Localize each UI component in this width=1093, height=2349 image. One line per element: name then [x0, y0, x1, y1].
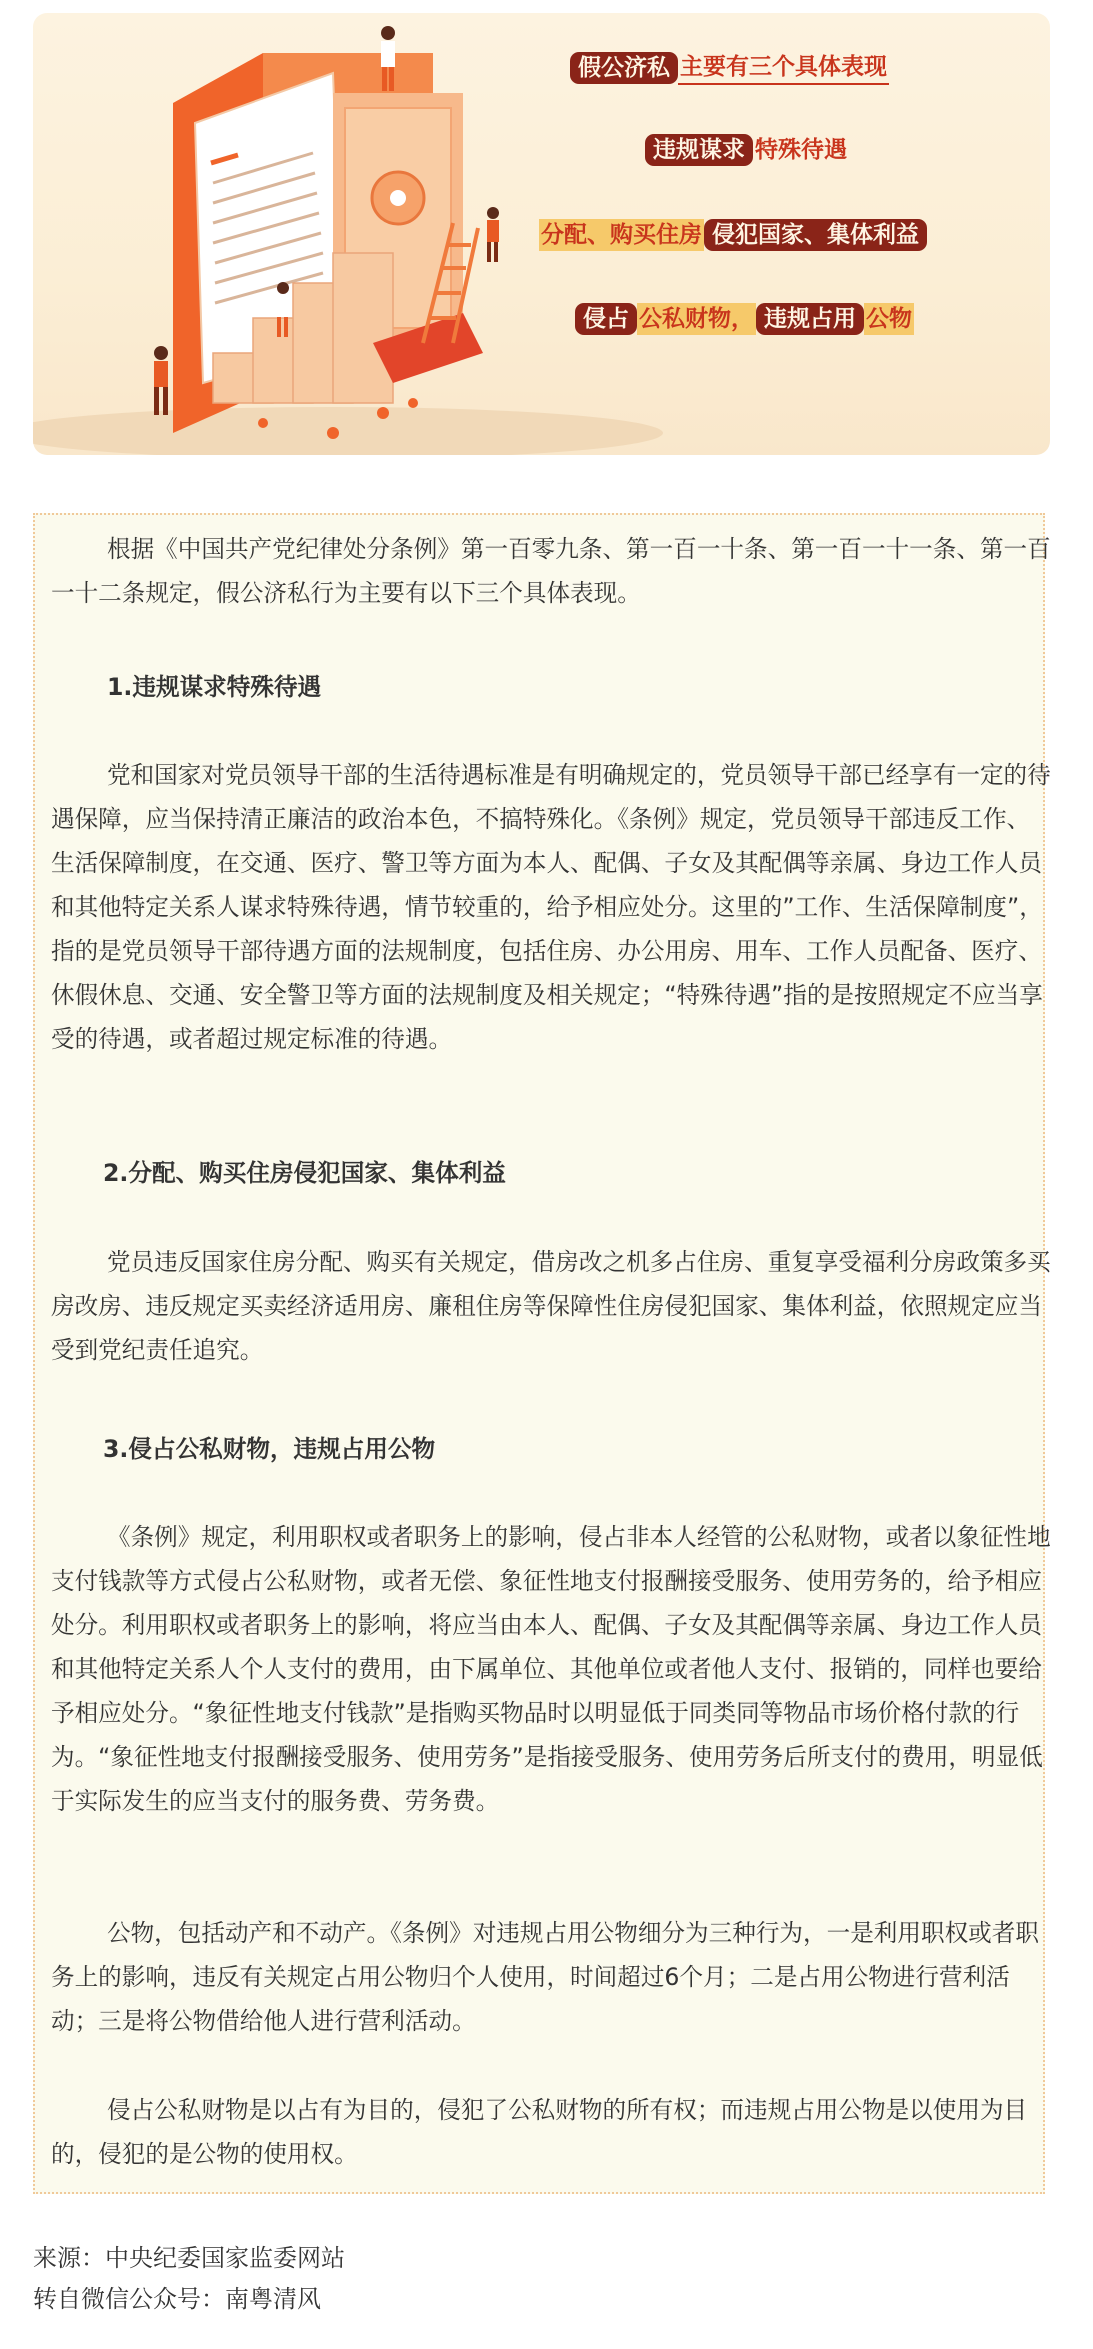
intro-paragraph: 根据《中国共产党纪律处分条例》第一百零九条、第一百一十条、第一百一十一条、第一百一十二条规定，假公济私行为主要有以下三个具体表现。: [51, 535, 1051, 607]
section-3-paragraph: 《条例》规定，利用职权或者职务上的影响，侵占非本人经管的公私财物，或者以象征性地支付钱款等方式侵占公私财物，或者无偿、象征性地支付报酬接受服务、使用劳务的，给予相应处分。利用职权或者职务上的影响，将应当由本人、配偶、子女及其配偶等亲属、身边工作人员和其他特定关系人个人支付的费用，由下属单位、其他单位或者他人支付、报销的，同样也要给予相应处分。“象征性地支付钱款”是指购买物品时以明显低于同类同等物品市场价格付款的行为。“象征性地支付报酬接受服务、使用劳务”是指接受服务、使用劳务后所支付的费用，明显低于实际发生的应当支付的服务费、劳务费。: [51, 1523, 1051, 1815]
banner-tag-jiagongjisi: 假公济私: [570, 52, 678, 84]
banner-text-special-treatment: 特殊待遇: [755, 136, 847, 163]
banner-tag-weigui-zhanyong: 违规占用: [756, 303, 864, 335]
repost-line: 转自微信公众号：南粤清风: [33, 2285, 321, 2313]
section-heading-1: 1.违规谋求特殊待遇: [107, 673, 322, 701]
section-2-paragraph: 党员违反国家住房分配、购买有关规定，借房改之机多占住房、重复享受福利分房政策多买房改房、违反规定买卖经济适用房、廉租住房等保障性住房侵犯国家、集体利益，依照规定应当受到党纪责任追究。: [51, 1248, 1051, 1364]
banner-tag-infringe-interests: 侵犯国家、集体利益: [704, 219, 927, 251]
banner-text-three-forms: 主要有三个具体表现: [678, 51, 889, 85]
section-heading-2: 2.分配、购买住房侵犯国家、集体利益: [103, 1159, 506, 1187]
banner-tag-qinzhan: 侵占: [575, 303, 637, 335]
banner-tag-weigui-mouqiu: 违规谋求: [645, 134, 753, 166]
banner-line-2: [33, 134, 1050, 174]
section-heading-3: 3.侵占公私财物，违规占用公物: [103, 1435, 436, 1463]
banner-text-housing: 分配、购买住房: [539, 219, 704, 251]
conclusion-paragraph: 侵占公私财物是以占有为目的，侵犯了公私财物的所有权；而违规占用公物是以使用为目的，侵犯的是公物的使用权。: [51, 2096, 1028, 2168]
source-line: 来源：中央纪委国家监委网站: [33, 2244, 345, 2272]
banner-text-property: 公私财物，: [637, 303, 756, 335]
banner-text-public-goods: 公物: [864, 303, 914, 335]
header-banner: [33, 13, 1050, 455]
article-box: [33, 513, 1051, 2194]
banner-line-3: [33, 219, 1050, 259]
banner-line-1: [33, 51, 1050, 91]
banner-line-4: [33, 303, 1050, 343]
public-goods-paragraph: 公物，包括动产和不动产。《条例》对违规占用公物细分为三种行为，一是利用职权或者职务上的影响，违反有关规定占用公物归个人使用，时间超过6个月；二是占用公物进行营利活动；三是将公物借给他人进行营利活动。: [51, 1919, 1039, 2035]
section-1-paragraph: 党和国家对党员领导干部的生活待遇标准是有明确规定的，党员领导干部已经享有一定的待遇保障，应当保持清正廉洁的政治本色，不搞特殊化。《条例》规定，党员领导干部违反工作、生活保障制度，在交通、医疗、警卫等方面为本人、配偶、子女及其配偶等亲属、身边工作人员和其他特定关系人谋求特殊待遇，情节较重的，给予相应处分。这里的”工作、生活保障制度”，指的是党员领导干部待遇方面的法规制度，包括住房、办公用房、用车、工作人员配备、医疗、休假休息、交通、安全警卫等方面的法规制度及相关规定；“特殊待遇”指的是按照规定不应当享受的待遇，或者超过规定标准的待遇。: [51, 761, 1051, 1053]
